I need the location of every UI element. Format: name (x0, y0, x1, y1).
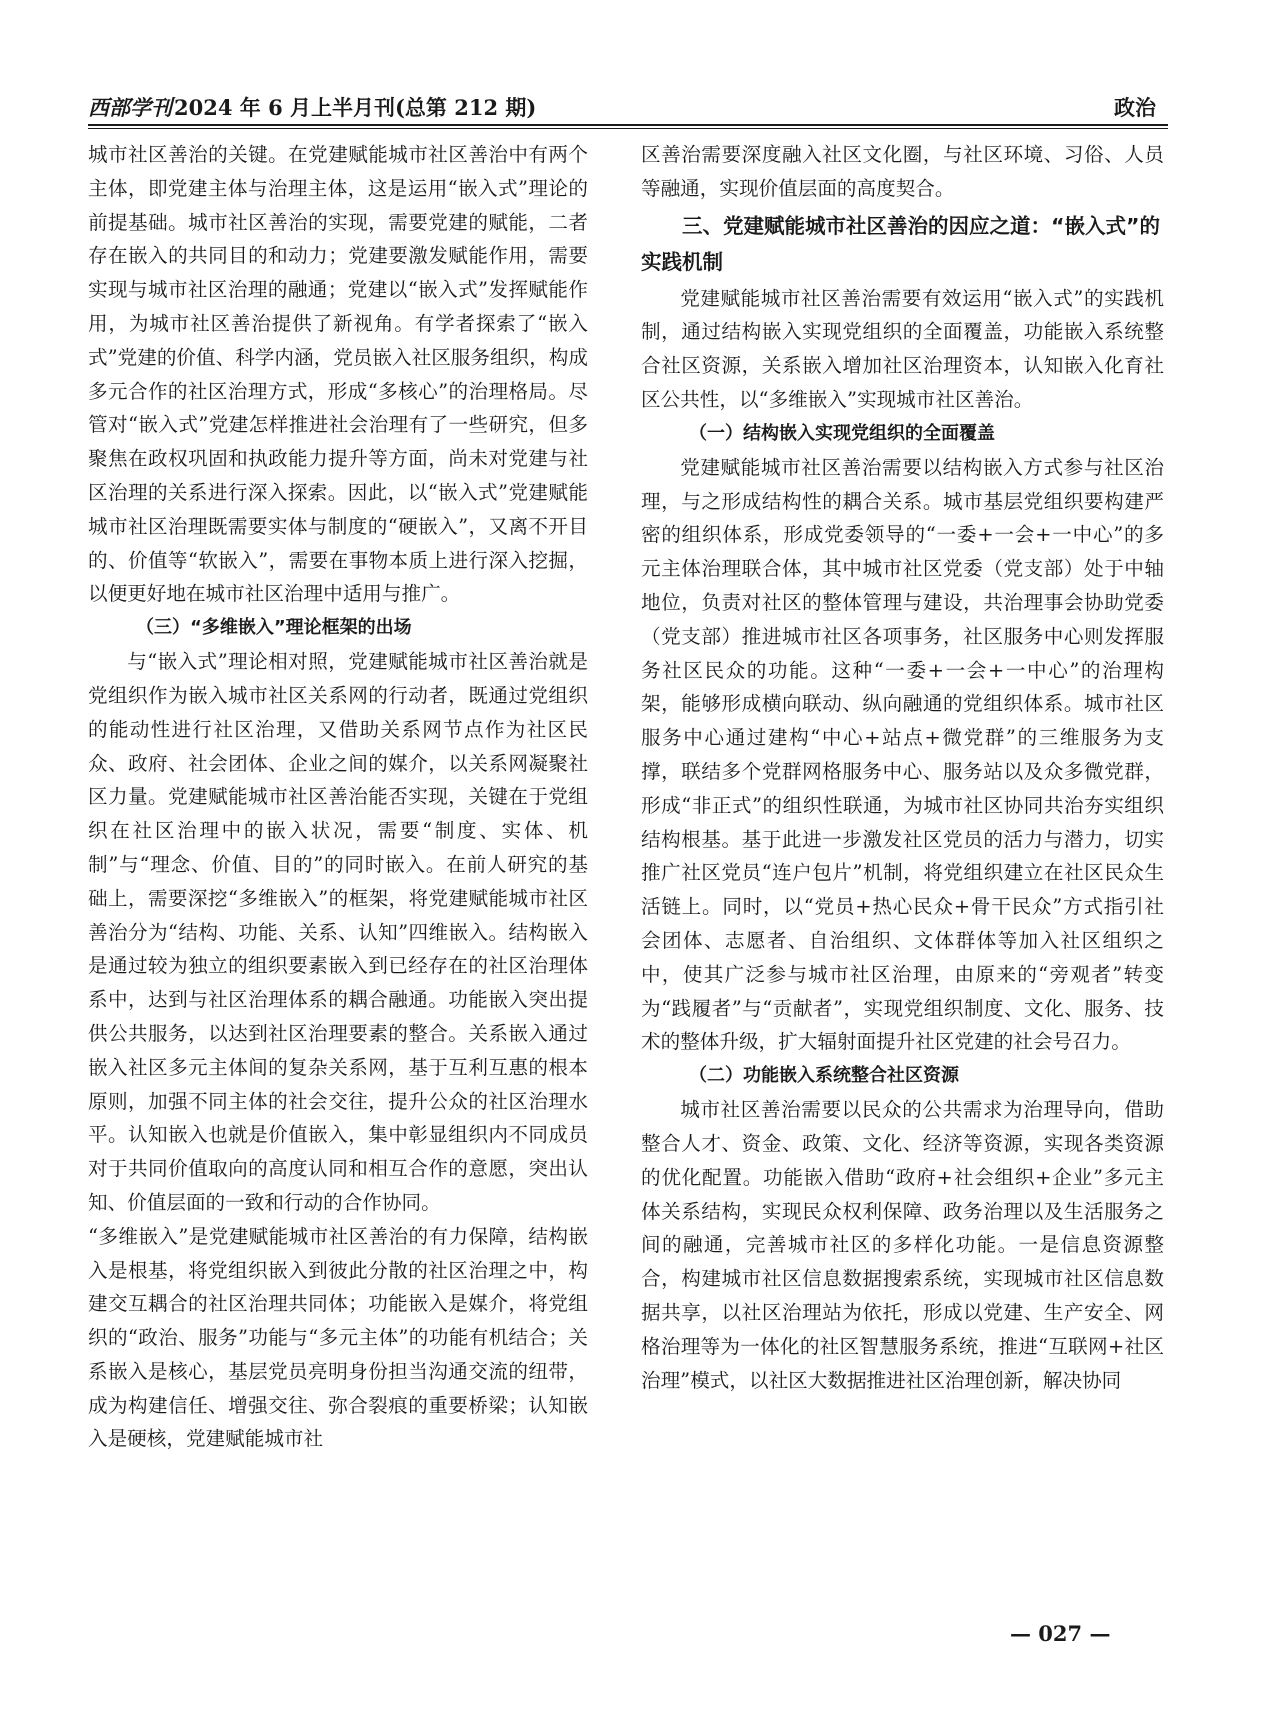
body-paragraph: “多维嵌入”是党建赋能城市社区善治的有力保障，结构嵌入是根基，将党组织嵌入到彼此分散的社区治理之中，构建交互耦合的社区治理共同体；功能嵌入是媒介，将党组织的“政治、服务”功能与“多元主体”的功能有机结合；关系嵌入是核心，基层党员亮明身份担当沟通交流的纽带，成为构建信任、增强交往、弥合裂痕的重要桥梁；认知嵌入是硬核，党建赋能城市社 (88, 1224, 588, 1451)
subsection-heading: （三）“多维嵌入”理论框架的出场 (136, 617, 412, 639)
section-label: 政治 (1114, 96, 1156, 120)
body-paragraph: 城市社区善治需要以民众的公共需求为治理导向，借助整合人才、资金、政策、文化、经济等资源，实现各类资源的优化配置。功能嵌入借助“政府+社会组织+企业”多元主体关系结构，实现民众权利保障、政务治理以及生活服务之间的融通，完善城市社区的多样化功能。一是信息资源整合，构建城市社区信息数据搜索系统，实现城市社区信息数据共享，以社区治理站为依托，形成以党建、生产安全、网格治理等为一体化的社区智慧服务系统，推进“互联网+社区治理”模式，以社区大数据推进社区治理创新，解决协同 (641, 1098, 1164, 1392)
page-number: — 027 — (1010, 1621, 1111, 1646)
issue-label: 2024 年 6 月上半月刊(总第 212 期) (174, 95, 537, 120)
right-column (641, 138, 1164, 1397)
body-paragraph: 城市社区善治的关键。在党建赋能城市社区善治中有两个主体，即党建主体与治理主体，这是运用“嵌入式”理论的前提基础。城市社区善治的实现，需要党建的赋能，二者存在嵌入的共同目的和动力；党建要激发赋能作用，需要实现与城市社区治理的融通；党建以“嵌入式”发挥赋能作用，为城市社区善治提供了新视角。有学者探索了“嵌入式”党建的价值、科学内涵，党员嵌入社区服务组织，构成多元合作的社区治理方式，形成“多核心”的治理格局。尽管对“嵌入式”党建怎样推进社会治理有了一些研究，但多聚焦在政权巩固和执政能力提升等方面，尚未对党建与社区治理的关系进行深入探索。因此，以“嵌入式”党建赋能城市社区治理既需要实体与制度的“硬嵌入”，又离不开目的、价值等“软嵌入”，需要在事物本质上进行深入挖掘，以便更好地在城市社区治理中适用与推广。 (88, 143, 588, 606)
subsection-heading: （一）结构嵌入实现党组织的全面覆盖 (689, 422, 995, 444)
header-rule (88, 124, 1168, 126)
body-paragraph: 党建赋能城市社区善治需要有效运用“嵌入式”的实践机制，通过结构嵌入实现党组织的全面覆盖，功能嵌入系统整合社区资源，关系嵌入增加社区治理资本，认知嵌入化育社区公共性，以“多维嵌入”实现城市社区善治。 (641, 286, 1164, 411)
journal-logo: 西部学刊 (88, 95, 172, 120)
section-heading: 三、党建赋能城市社区善治的因应之道：“嵌入式”的实践机制 (641, 213, 1160, 274)
left-column (88, 138, 588, 1456)
running-header (88, 84, 1168, 132)
body-paragraph: 与“嵌入式”理论相对照，党建赋能城市社区善治就是党组织作为嵌入城市社区关系网的行动者，既通过党组织的能动性进行社区治理，又借助关系网节点作为社区民众、政府、社会团体、企业之间的媒介，以关系网凝聚社区力量。党建赋能城市社区善治能否实现，关键在于党组织在社区治理中的嵌入状况，需要“制度、实体、机制”与“理念、价值、目的”的同时嵌入。在前人研究的基础上，需要深挖“多维嵌入”的框架，将党建赋能城市社区善治分为“结构、功能、关系、认知”四维嵌入。结构嵌入是通过较为独立的组织要素嵌入到已经存在的社区治理体系中，达到与社区治理体系的耦合融通。功能嵌入突出提供公共服务，以达到社区治理要素的整合。关系嵌入通过嵌入社区多元主体间的复杂关系网，基于互利互惠的根本原则，加强不同主体的社会交往，提升公众的社区治理水平。认知嵌入也就是价值嵌入，集中彰显组织内不同成员对于共同价值取向的高度认同和相互合作的意愿，突出认知、价值层面的一致和行动的合作协同。 (88, 650, 588, 1214)
body-paragraph: 党建赋能城市社区善治需要以结构嵌入方式参与社区治理，与之形成结构性的耦合关系。城市基层党组织要构建严密的组织体系，形成党委领导的“一委+一会+一中心”的多元主体治理联合体，其中城市社区党委（党支部）处于中轴地位，负责对社区的整体管理与建设，共治理事会协助党委（党支部）推进城市社区各项事务，社区服务中心则发挥服务社区民众的功能。这种“一委+一会+一中心”的治理构架，能够形成横向联动、纵向融通的党组织体系。城市社区服务中心通过建构“中心+站点+微党群”的三维服务为支撑，联结多个党群网格服务中心、服务站以及众多微党群，形成“非正式”的组织性联通，为城市社区协同共治夯实组织结构根基。基于此进一步激发社区党员的活力与潜力，切实推广社区党员“连户包片”机制，将党组织建立在社区民众生活链上。同时，以“党员+热心民众+骨干民众”方式指引社会团体、志愿者、自治组织、文体群体等加入社区组织之中，使其广泛参与城市社区治理，由原来的“旁观者”转变为“践履者”与“贡献者”，实现党组织制度、文化、服务、技术的整体升级，扩大辐射面提升社区党建的社会号召力。 (641, 455, 1164, 1054)
header-rule-thin (88, 128, 1168, 129)
body-paragraph: 区善治需要深度融入社区文化圈，与社区环境、习俗、人员等融通，实现价值层面的高度契合。 (641, 143, 1164, 200)
subsection-heading: （二）功能嵌入系统整合社区资源 (689, 1065, 959, 1087)
header-journal-issue (88, 92, 536, 122)
